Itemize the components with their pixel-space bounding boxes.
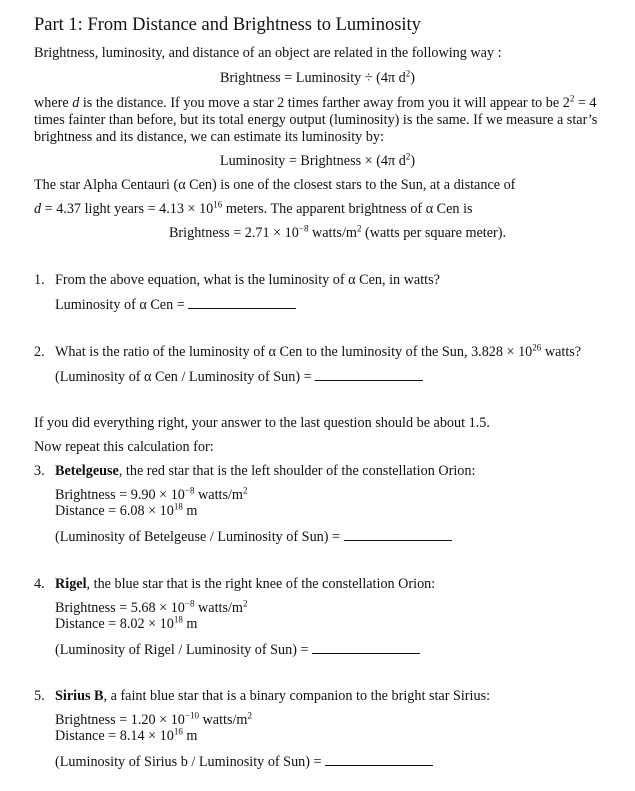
answer-line: (Luminosity of α Cen / Luminosity of Sun) = — [55, 368, 423, 386]
question-text: Rigel, the blue star that is the right knee of the constellation Orion: — [55, 576, 436, 592]
question-number: 5. — [34, 688, 45, 704]
distance-value: Distance = $8.14 \times 10^{16}$ m — [55, 726, 198, 744]
answer-blank[interactable] — [315, 368, 423, 381]
paragraph-line: d = 4.37 light years = $4.13 \times 10^{16}$ meters. The apparent brightness of α Cen is — [34, 199, 473, 217]
question-text: From the above equation, what is the luminosity of α Cen, in watts? — [55, 272, 440, 288]
answer-blank[interactable] — [344, 528, 452, 541]
question-number: 3. — [34, 463, 45, 479]
question-text: Betelgeuse, the red star that is the left shoulder of the constellation Orion: — [55, 463, 476, 479]
answer-blank[interactable] — [188, 296, 296, 309]
question-number: 4. — [34, 576, 45, 592]
question-number: 1. — [34, 272, 45, 288]
question-text: Sirius B, a faint blue star that is a binary companion to the bright star Sirius: — [55, 688, 491, 704]
answer-blank[interactable] — [312, 641, 420, 654]
answer-blank[interactable] — [325, 753, 433, 766]
brightness-value: Brightness = $9.90 \times 10^{-8}$ watts/$m^2$ — [55, 485, 248, 503]
paragraph-line: brightness and its distance, we can estimate its luminosity by: — [34, 129, 384, 145]
paragraph-line: Now repeat this calculation for: — [34, 439, 214, 455]
page-title: Part 1: From Distance and Brightness to Luminosity — [34, 15, 421, 35]
intro-line: Brightness, luminosity, and distance of an object are related in the following way : — [34, 45, 502, 61]
paragraph-line: times fainter than before, but its total energy output (luminosity) is the same. If we measure a star’s — [34, 112, 598, 128]
equation-brightness-value: Brightness = $2.71 \times 10^{-8}$ watts/$m^2$ (watts per square meter). — [168, 223, 507, 241]
equation-brightness: Brightness = Luminosity ÷ (4π $d^2$) — [220, 68, 415, 86]
brightness-value: Brightness = $1.20 \times 10^{-10}$ watts/$m^2$ — [55, 710, 252, 728]
brightness-value: Brightness = $5.68 \times 10^{-8}$ watts/$m^2$ — [55, 598, 248, 616]
equation-luminosity: Luminosity = Brightness × (4π $d^2$) — [219, 151, 416, 169]
answer-line: (Luminosity of Rigel / Luminosity of Sun) = — [55, 641, 420, 659]
paragraph-line: If you did everything right, your answer to the last question should be about 1.5. — [34, 415, 490, 431]
paragraph-line: The star Alpha Centauri (α Cen) is one of the closest stars to the Sun, at a distance of — [34, 177, 516, 193]
paragraph-line: where d is the distance. If you move a star 2 times farther away from you it will appear to be $2^2 = 4$ — [34, 93, 597, 111]
question-text: What is the ratio of the luminosity of α Cen to the luminosity of the Sun, $3.828 \times 10^{26}$ watts? — [55, 342, 582, 360]
answer-line: Luminosity of α Cen = — [55, 296, 296, 314]
distance-value: Distance = $6.08 \times 10^{18}$ m — [55, 501, 198, 519]
distance-value: Distance = $8.02 \times 10^{18}$ m — [55, 614, 198, 632]
question-number: 2. — [34, 344, 45, 360]
answer-line: (Luminosity of Sirius b / Luminosity of Sun) = — [55, 753, 433, 771]
answer-line: (Luminosity of Betelgeuse / Luminosity of Sun) = — [55, 528, 452, 546]
